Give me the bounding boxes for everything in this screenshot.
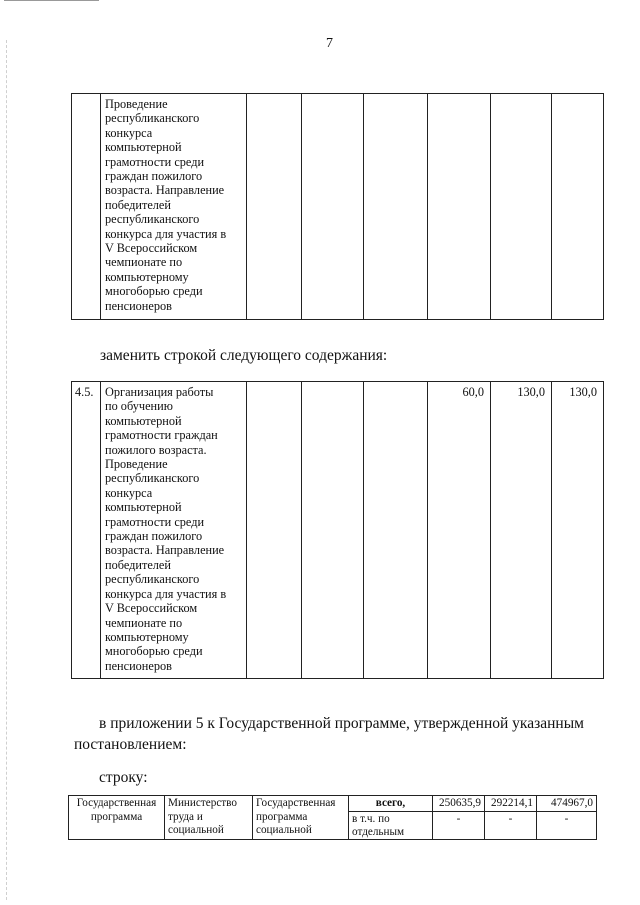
program-title-cell [253,796,349,840]
page-number: 7 [326,36,333,51]
new-row-value-cell [428,382,491,679]
total-value-cell: 250635,9 [433,796,485,812]
subtotal-label-cell [349,811,433,839]
new-row-value-cell [491,382,552,679]
text-line: Организация работы [105,385,214,399]
text-line: грамотности среди [105,154,205,169]
program-name-line: программа [90,810,143,823]
ministry-line: труда и [168,810,203,823]
text-line: компьютерной [105,413,182,428]
new-row-empty-cell [364,382,428,679]
new-row-empty-cell [302,382,364,679]
new-row-value: 130,0 [517,385,545,399]
new-row-value-cell [552,382,604,679]
old-row-table [71,93,604,320]
text-line: грамотности граждан [105,428,218,443]
text-line: конкурса [105,125,153,140]
new-row-number-cell [72,382,101,679]
row-label: строку: [99,769,148,786]
text-line: возраста. Направление [105,183,225,198]
text-line: V Всероссийском [105,241,198,256]
program-name-line: Государственная [76,797,157,809]
text-line: победителей [105,197,171,212]
text-line: республиканского [105,111,200,126]
old-row-empty-cell [247,94,302,320]
new-row-number: 4.5. [75,385,94,399]
old-row-text [101,94,246,313]
program-title-line: Государственная [256,797,336,809]
new-row-value: 130,0 [569,385,597,399]
text-line: Проведение [105,457,168,472]
text-line: пожилого возраста. [105,442,207,457]
text-line: конкурса для участия в [105,586,227,601]
text-line: пенсионеров [105,658,172,673]
old-row-empty-cell [428,94,491,320]
total-value-cell: 292214,1 [485,796,537,812]
old-row-empty-cell [491,94,552,320]
text-line: чемпионате по [105,255,183,270]
scan-edge-line [6,40,7,900]
text-line: многоборью среди [105,644,203,659]
text-line: чемпионате по [105,615,183,630]
replace-sentence: заменить строкой следующего содержания: [100,347,388,364]
old-row-empty-cell [552,94,604,320]
text-line: республиканского [105,572,200,587]
subtotal-label-line: отдельным [352,826,405,838]
new-row-empty-cell [247,382,302,679]
new-row-value: 60,0 [462,385,484,399]
ministry-cell [165,796,253,840]
text-line: V Всероссийском [105,601,198,616]
text-line: республиканского [105,471,200,486]
new-row-table [71,381,604,679]
total-label-cell: всего, [349,796,433,812]
text-line: граждан пожилого [105,529,203,544]
text-line: победителей [105,557,171,572]
text-line: компьютерной [105,500,182,515]
old-row-number-cell [72,94,101,320]
subtotal-value-cell: - [485,811,537,839]
text-line: компьютерной [105,140,182,155]
subtotal-label-line: в т.ч. по [352,812,390,825]
text-line: граждан пожилого [105,169,203,184]
old-row-empty-cell [302,94,364,320]
new-row-text [101,382,246,673]
annex-paragraph-line1: в приложении 5 к Государственной программе, утвержденной указанным [99,715,584,732]
text-line: компьютерному [105,629,189,644]
old-row-empty-cell [364,94,428,320]
program-row-table [68,795,597,840]
program-name-cell [69,796,165,840]
text-line: пенсионеров [105,298,172,313]
text-line: республиканского [105,212,200,227]
subtotal-value-cell: - [537,811,597,839]
total-value-cell: 474967,0 [537,796,597,812]
text-line: возраста. Направление [105,543,225,558]
subtotal-value-cell: - [433,811,485,839]
annex-paragraph-line2: постановлением: [74,736,187,753]
text-line: грамотности среди [105,514,205,529]
old-row-text-cell [101,94,247,320]
ministry-line: социальной [168,824,224,836]
program-title-line: социальной [256,824,312,836]
text-line: конкурса [105,485,153,500]
new-row-text-cell [101,382,247,679]
text-line: конкурса для участия в [105,226,227,241]
text-line: компьютерному [105,269,189,284]
text-line: по обучению [105,399,173,414]
ministry-line: Министерство [168,797,237,809]
scan-edge-mark [4,0,99,1]
text-line: многоборью среди [105,284,203,299]
program-title-line: программа [256,810,308,823]
text-line: Проведение [105,97,168,111]
